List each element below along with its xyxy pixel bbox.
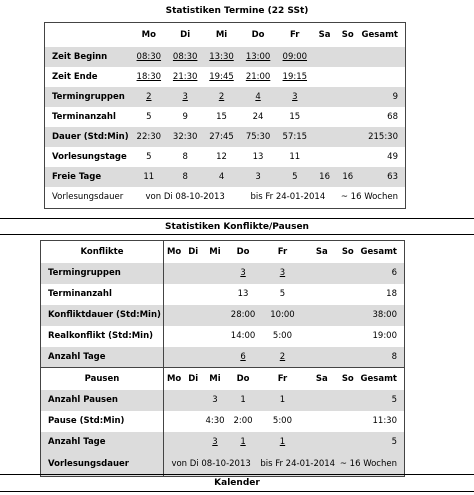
row-label: Terminanzahl <box>41 284 164 305</box>
table-cell <box>203 67 239 87</box>
column-header: Sa <box>315 246 328 257</box>
table-cell: 1 <box>228 390 259 411</box>
table-cell-link[interactable]: 3 <box>279 268 286 278</box>
column-header: Gesamt <box>361 29 398 40</box>
table-cell <box>163 305 184 326</box>
table-cell <box>163 284 184 305</box>
column-header: Mo <box>166 246 182 257</box>
row-label: Anzahl Pausen <box>41 390 164 411</box>
table-row <box>45 167 406 187</box>
table-cell: 57:15 <box>276 127 313 147</box>
table-cell <box>240 47 277 67</box>
row-label: Vorlesungsdauer <box>52 192 124 203</box>
row-label: Vorlesungsdauer <box>41 453 164 477</box>
table-cell <box>336 47 359 67</box>
table-cell: 38:00 <box>359 305 405 326</box>
table-cell <box>228 263 259 284</box>
table-cell <box>307 432 338 453</box>
table-cell-link[interactable]: 6 <box>240 351 246 362</box>
table-cell-link[interactable]: 3 <box>292 91 298 102</box>
table-cell: 4 <box>203 167 239 187</box>
table-cell: 5 <box>146 111 152 122</box>
table-cell: 5 <box>359 390 405 411</box>
table-cell <box>202 326 228 347</box>
table-cell <box>307 284 338 305</box>
table-cell-link[interactable]: 09:00 <box>282 51 308 62</box>
row-label: Pause (Std:Min) <box>41 411 164 432</box>
table-row <box>41 432 405 453</box>
table-cell-link[interactable]: 21:00 <box>245 71 271 82</box>
column-header: Mi <box>209 246 221 257</box>
column-header: Do <box>228 368 259 390</box>
group-header: Pausen <box>41 368 164 390</box>
row-label: Terminanzahl <box>52 111 116 122</box>
column-header: Do <box>251 29 265 40</box>
row-label: Dauer (Std:Min) <box>45 127 131 147</box>
table-cell: 11:30 <box>372 416 397 426</box>
table-cell: 27:45 <box>203 127 239 147</box>
table-row <box>45 107 406 127</box>
table-cell: 215:30 <box>359 127 405 147</box>
table-cell <box>307 411 338 432</box>
table-cell <box>337 390 358 411</box>
table-cell <box>258 263 306 284</box>
table-cell-link[interactable]: 13:30 <box>209 51 234 62</box>
date-from: von Di 08-10-2013 <box>145 192 225 203</box>
table-cell <box>337 432 358 453</box>
table-cell: 15 <box>289 111 301 122</box>
column-header: So <box>341 29 354 40</box>
row-label: Realkonflikt (Std:Min) <box>41 326 164 347</box>
table-row <box>45 147 406 167</box>
header-blank <box>45 23 131 47</box>
table-cell <box>167 67 203 87</box>
table-row <box>45 87 406 107</box>
table-cell: 49 <box>387 151 398 162</box>
table-cell <box>313 47 336 67</box>
table-cell <box>228 347 259 368</box>
table-cell: 8 <box>182 151 188 162</box>
table-cell: 19:00 <box>372 331 397 341</box>
table-cell-link[interactable]: 1 <box>279 437 286 447</box>
table-cell <box>313 147 336 167</box>
table-cell-link[interactable]: 08:30 <box>136 51 162 62</box>
table-cell: 12 <box>216 151 227 162</box>
table-cell-link[interactable]: 3 <box>182 91 188 102</box>
table-cell <box>336 147 359 167</box>
table-cell: 68 <box>387 111 398 122</box>
table-cell <box>276 87 313 107</box>
date-to: bis Fr 24-01-2014 <box>258 453 337 477</box>
table-cell-link[interactable]: 19:45 <box>209 71 234 82</box>
table-cell <box>184 326 202 347</box>
column-header: Sa <box>307 368 338 390</box>
table-cell-link[interactable]: 21:30 <box>172 71 198 82</box>
table-cell: 5 <box>279 289 286 299</box>
table-cell <box>202 263 228 284</box>
table-cell <box>313 107 336 127</box>
table-cell: 6 <box>359 263 405 284</box>
table-cell-link[interactable]: 4 <box>255 91 261 102</box>
table-cell <box>337 263 358 284</box>
table-cell <box>307 305 338 326</box>
column-header: Mo <box>163 368 184 390</box>
vorlesungsdauer-row <box>45 187 406 209</box>
table-cell: 5:00 <box>272 416 292 426</box>
column-header: Gesamt <box>359 368 405 390</box>
table-cell: 2:00 <box>233 416 253 426</box>
table-cell: 75:30 <box>240 127 277 147</box>
table-cell <box>336 127 359 147</box>
column-header: Fr <box>290 29 300 40</box>
table-cell: 1 <box>258 390 306 411</box>
table-row <box>41 326 405 347</box>
table-cell: 4:30 <box>205 416 225 426</box>
table-cell <box>184 432 202 453</box>
table-cell <box>163 326 184 347</box>
table-cell <box>336 67 359 87</box>
table-cell <box>307 347 338 368</box>
date-from: von Di 08-10-2013 <box>163 453 258 477</box>
column-header: Di <box>184 368 202 390</box>
table-cell <box>337 326 358 347</box>
row-label: Zeit Beginn <box>45 47 131 67</box>
table-cell <box>337 411 358 432</box>
row-label: Vorlesungstage <box>52 151 127 162</box>
table-cell: 28:00 <box>228 305 259 326</box>
column-header: So <box>337 368 358 390</box>
table-cell-link[interactable]: 3 <box>240 268 246 278</box>
table-row <box>45 47 406 67</box>
table-cell-link[interactable]: 2 <box>218 91 225 102</box>
table-cell: 32:30 <box>167 127 203 147</box>
table-cell <box>184 305 202 326</box>
table-cell <box>163 347 184 368</box>
table-cell: 5 <box>276 167 313 187</box>
table-cell <box>184 263 202 284</box>
table-cell: 5:00 <box>272 331 292 341</box>
table-cell-link[interactable]: 19:15 <box>282 71 308 82</box>
duration-weeks: ~ 16 Wochen <box>340 192 398 203</box>
table-cell-link[interactable]: 2 <box>279 351 286 362</box>
table-cell <box>163 263 184 284</box>
table-cell: 14:00 <box>230 331 256 341</box>
table-cell <box>258 347 306 368</box>
table-cell <box>131 87 167 107</box>
table-cell <box>202 284 228 305</box>
table-cell: 15 <box>216 111 227 122</box>
row-label: Freie Tage <box>45 167 131 187</box>
table-cell <box>202 347 228 368</box>
section-title-termine: Statistiken Termine (22 SSt) <box>165 6 309 16</box>
table-cell: 3 <box>202 390 228 411</box>
table-cell <box>313 127 336 147</box>
table-cell: 18 <box>386 289 397 299</box>
table-cell: 13 <box>237 289 249 299</box>
table-cell <box>184 284 202 305</box>
table-cell <box>203 47 239 67</box>
divider <box>0 491 474 492</box>
table-cell-link[interactable]: 3 <box>212 437 218 447</box>
table-row <box>41 390 405 411</box>
column-header: Mo <box>141 29 156 40</box>
table-cell <box>167 87 203 107</box>
table-cell-link[interactable]: 08:30 <box>172 51 198 62</box>
divider <box>0 218 474 219</box>
row-label: Konfliktdauer (Std:Min) <box>41 305 164 326</box>
divider <box>0 474 474 475</box>
column-header: Fr <box>277 246 288 257</box>
table-cell <box>163 411 184 432</box>
table-cell <box>307 263 338 284</box>
table-cell <box>313 87 336 107</box>
table-cell <box>359 67 405 87</box>
table-row <box>41 284 405 305</box>
section-title-konflikte: Statistiken Konflikte/Pausen <box>165 222 309 232</box>
table-cell <box>167 47 203 67</box>
table-cell <box>337 305 358 326</box>
column-header: Di <box>188 246 199 257</box>
table-cell: 9 <box>182 111 188 122</box>
table-cell: 24 <box>252 111 264 122</box>
table-cell <box>240 67 277 87</box>
table-cell: 8 <box>359 347 405 368</box>
divider <box>0 234 474 235</box>
table-cell <box>307 390 338 411</box>
table-cell <box>131 47 167 67</box>
table-cell <box>337 347 358 368</box>
table-cell: 16 <box>313 167 336 187</box>
column-header: Fr <box>258 368 306 390</box>
table-row <box>41 305 405 326</box>
table-cell: 9 <box>359 87 405 107</box>
table-row <box>45 67 406 87</box>
table-cell-link[interactable]: 18:30 <box>136 71 162 82</box>
table-cell: 11 <box>289 151 301 162</box>
table-row <box>41 263 405 284</box>
table-cell: 8 <box>167 167 203 187</box>
row-label: Termingruppen <box>41 263 164 284</box>
table-cell <box>307 326 338 347</box>
table-cell-link[interactable]: 13:00 <box>245 51 271 62</box>
table-cell: 22:30 <box>131 127 167 147</box>
column-header: Gesamt <box>360 246 397 257</box>
table-cell <box>184 347 202 368</box>
row-label: Termingruppen <box>45 87 131 107</box>
table-cell <box>240 87 277 107</box>
table-cell <box>202 432 228 453</box>
table-cell <box>276 47 313 67</box>
duration-weeks: ~ 16 Wochen <box>337 453 404 477</box>
table-row <box>45 127 406 147</box>
row-label: Anzahl Tage <box>41 347 164 368</box>
row-label: Anzahl Tage <box>41 432 164 453</box>
column-header: Mi <box>202 368 228 390</box>
column-header: Mi <box>215 29 228 40</box>
table-cell <box>336 107 359 127</box>
date-to: bis Fr 24-01-2014 <box>250 192 326 203</box>
table-cell-link[interactable]: 1 <box>240 437 246 447</box>
table-cell: 16 <box>336 167 359 187</box>
column-header: So <box>341 246 354 257</box>
table-cell <box>184 390 202 411</box>
konflikte-header-row <box>41 241 405 263</box>
table-cell: 10:00 <box>258 305 306 326</box>
group-header: Konflikte <box>41 241 164 263</box>
table-cell: 13 <box>252 151 264 162</box>
table-cell <box>337 284 358 305</box>
table-cell <box>276 67 313 87</box>
column-header: Do <box>236 246 250 257</box>
column-header: Di <box>180 29 191 40</box>
table-cell <box>163 390 184 411</box>
table-cell <box>313 67 336 87</box>
vorlesungsdauer-row <box>41 453 405 477</box>
table-row <box>41 347 405 368</box>
row-label: Zeit Ende <box>52 71 98 82</box>
termine-table <box>44 22 406 209</box>
column-header: Sa <box>318 29 331 40</box>
table-cell <box>359 47 405 67</box>
table-cell <box>203 87 239 107</box>
pausen-header-row <box>41 368 405 390</box>
table-cell <box>258 432 306 453</box>
table-cell-link[interactable]: 2 <box>146 91 152 102</box>
table-cell: 3 <box>240 167 277 187</box>
table-cell <box>163 432 184 453</box>
table-row <box>41 411 405 432</box>
table-cell: 11 <box>131 167 167 187</box>
section-title-kalender: Kalender <box>214 478 260 488</box>
table-cell: 63 <box>359 167 405 187</box>
table-cell: 5 <box>359 432 405 453</box>
table-cell <box>336 87 359 107</box>
table-cell <box>184 411 202 432</box>
table-cell <box>228 432 259 453</box>
table-cell <box>131 67 167 87</box>
table-cell <box>202 305 228 326</box>
table-cell: 5 <box>146 151 152 162</box>
konflikte-table <box>40 240 405 477</box>
